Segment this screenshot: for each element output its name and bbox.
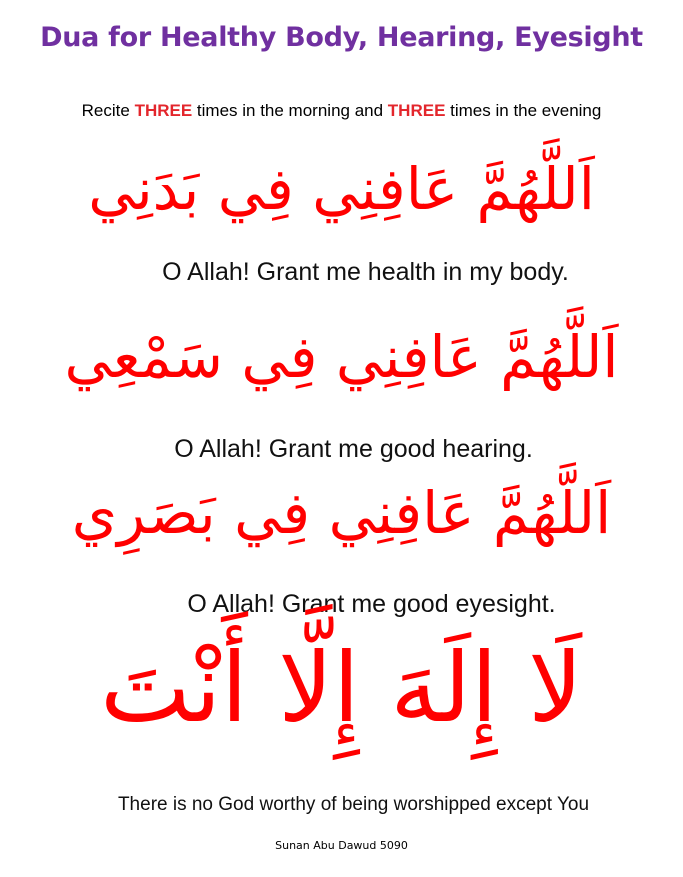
dua-translation-hearing: O Allah! Grant me good hearing. [174, 435, 533, 463]
page-title: Dua for Healthy Body, Hearing, Eyesight [40, 22, 643, 53]
dua-arabic-eyesight: اَللَّهُمَّ عَافِنِي فِي بَصَرِي [71, 479, 612, 547]
dua-translation-eyesight: O Allah! Grant me good eyesight. [187, 590, 556, 618]
recitation-instruction [0, 101, 683, 121]
morning-count: THREE [134, 101, 193, 120]
dua-translation-body: O Allah! Grant me health in my body. [162, 258, 569, 286]
instruction-text-1: Recite [81, 101, 135, 120]
dua-arabic-tawhid: لَا إِلَهَ إِلَّا أَنْتَ [100, 632, 583, 744]
dua-translation-tawhid: There is no God worthy of being worshipped except You [117, 794, 590, 815]
instruction-text-2: times in the morning and [192, 101, 388, 120]
instruction-text-3: times in the evening [445, 101, 602, 120]
hadith-source: Sunan Abu Dawud 5090 [275, 839, 408, 852]
dua-arabic-hearing: اَللَّهُمَّ عَافِنِي فِي سَمْعِي [64, 323, 619, 391]
evening-count: THREE [387, 101, 446, 120]
dua-arabic-body: اَللَّهُمَّ عَافِنِي فِي بَدَنِي [88, 155, 595, 223]
